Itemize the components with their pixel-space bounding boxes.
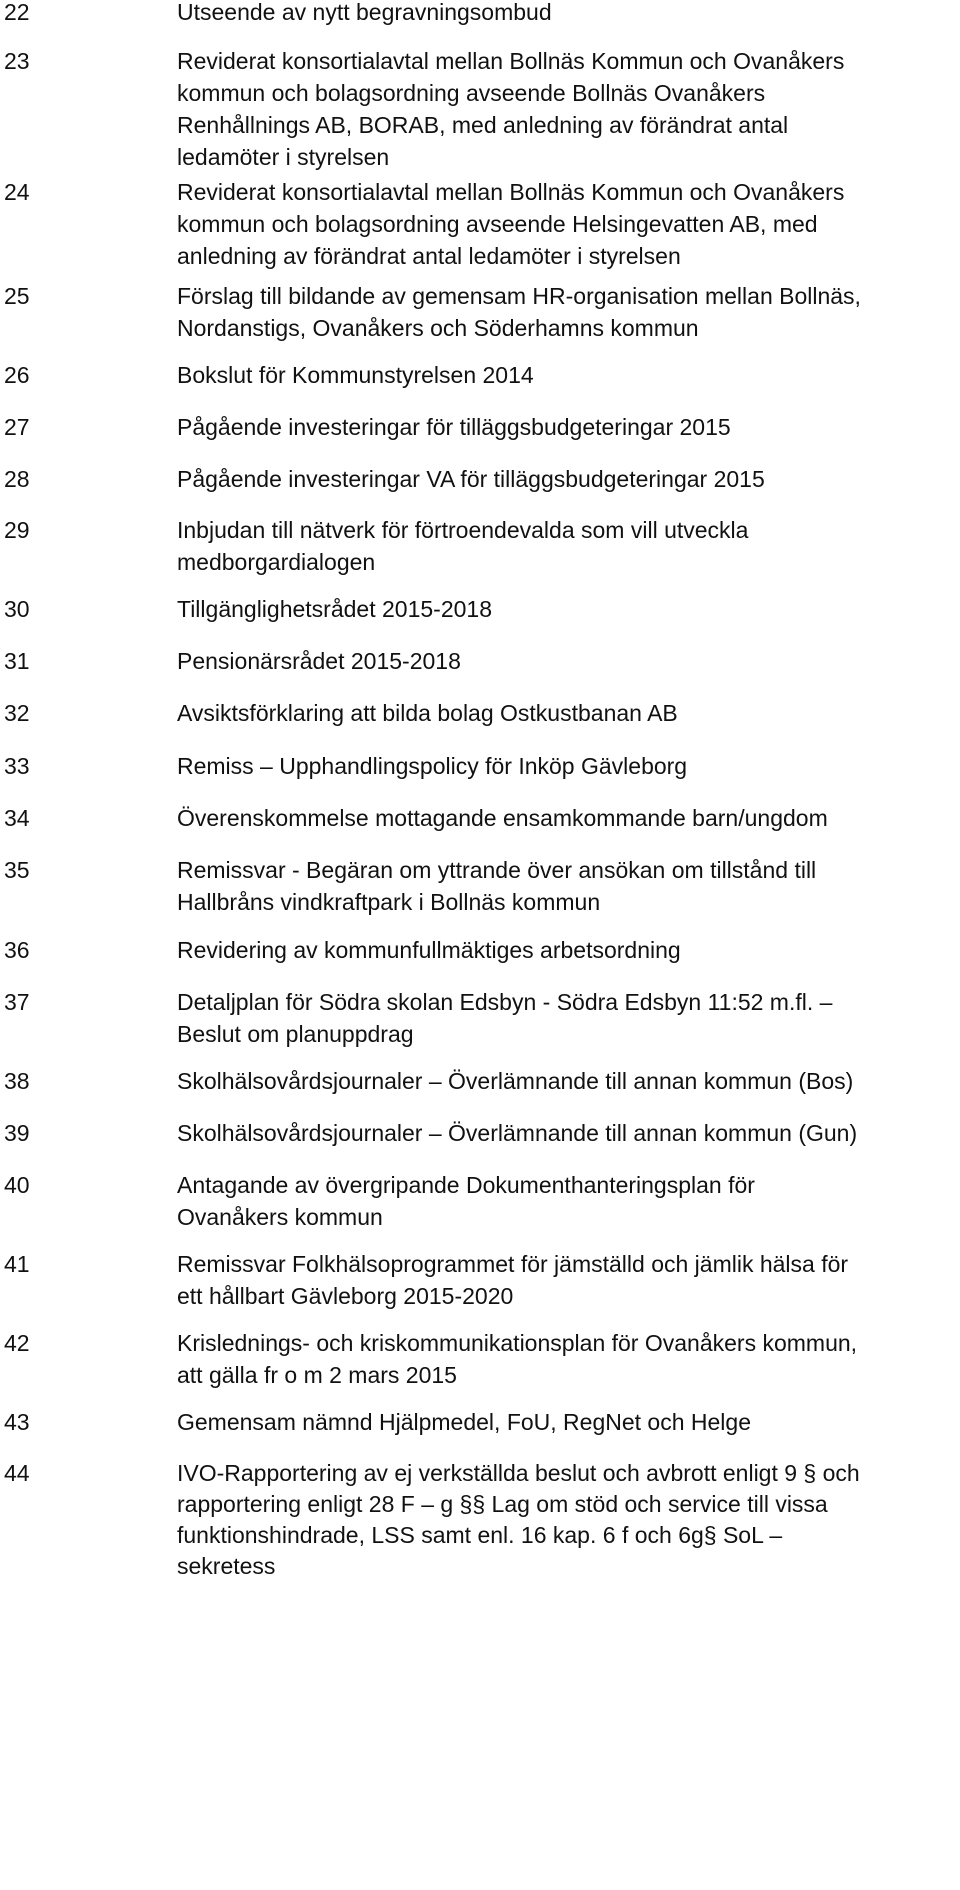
- agenda-item-title: [177, 934, 957, 966]
- agenda-item-number: 42: [4, 1330, 30, 1356]
- agenda-item-title-line: Reviderat konsortialavtal mellan Bollnäs Kommun och Ovanåkers: [177, 179, 845, 205]
- agenda-item-title: [177, 280, 957, 344]
- agenda-item-title-line: Skolhälsovårdsjournaler – Överlämnande till annan kommun (Bos): [177, 1068, 854, 1094]
- agenda-item-number: 40: [4, 1172, 30, 1198]
- agenda-item-title-line: funktionshindrade, LSS samt enl. 16 kap. 6 f och 6g§ SoL –: [177, 1522, 783, 1548]
- agenda-item-number: 22: [4, 0, 30, 25]
- agenda-item-title: [177, 1458, 957, 1582]
- agenda-item-number: 33: [4, 753, 30, 779]
- agenda-item-number: 29: [4, 517, 30, 543]
- agenda-item-title-line: Gemensam nämnd Hjälpmedel, FoU, RegNet och Helge: [177, 1409, 751, 1435]
- agenda-item-title-line: sekretess: [177, 1553, 276, 1579]
- agenda-item-title-line: Renhållnings AB, BORAB, med anledning av förändrat antal: [177, 112, 789, 138]
- agenda-item-title: [177, 854, 957, 918]
- agenda-item-title: [177, 1327, 957, 1391]
- agenda-item-number: 37: [4, 989, 30, 1015]
- agenda-item-title-line: Pensionärsrådet 2015-2018: [177, 648, 461, 674]
- agenda-item-title-line: Tillgänglighetsrådet 2015-2018: [177, 596, 492, 622]
- agenda-item-title: [177, 514, 957, 578]
- agenda-item-title-line: Avsiktsförklaring att bilda bolag Ostkustbanan AB: [177, 700, 678, 726]
- agenda-item-number: 44: [4, 1460, 30, 1486]
- agenda-item-number: 38: [4, 1068, 30, 1094]
- agenda-item-title-line: Överenskommelse mottagande ensamkommande barn/ungdom: [177, 805, 828, 831]
- agenda-item-title-line: Förslag till bildande av gemensam HR-organisation mellan Bollnäs,: [177, 283, 861, 309]
- agenda-item-number: 36: [4, 937, 30, 963]
- agenda-item-title-line: Revidering av kommunfullmäktiges arbetsordning: [177, 937, 681, 963]
- agenda-item-title-line: Remiss – Upphandlingspolicy för Inköp Gävleborg: [177, 753, 688, 779]
- agenda-item-title-line: Krislednings- och kriskommunikationsplan för Ovanåkers kommun,: [177, 1330, 858, 1356]
- agenda-item-title-line: ett hållbart Gävleborg 2015-2020: [177, 1283, 514, 1309]
- agenda-item-title-line: IVO-Rapportering av ej verkställda beslut och avbrott enligt 9 § och: [177, 1460, 860, 1486]
- agenda-item-title: [177, 986, 957, 1050]
- agenda-item-title-line: Pågående investeringar VA för tilläggsbudgeteringar 2015: [177, 466, 765, 492]
- agenda-item-title-line: Remissvar - Begäran om yttrande över ansökan om tillstånd till: [177, 857, 817, 883]
- agenda-item-title-line: Utseende av nytt begravningsombud: [177, 0, 552, 25]
- agenda-item-number: 35: [4, 857, 30, 883]
- agenda-item-number: 31: [4, 648, 30, 674]
- agenda-item-title: [177, 1065, 957, 1097]
- agenda-item-number: 23: [4, 48, 30, 74]
- agenda-item-number: 25: [4, 283, 30, 309]
- agenda-item-title: [177, 593, 957, 625]
- agenda-item-title: [177, 750, 957, 782]
- agenda-item-title: [177, 0, 957, 28]
- agenda-item-title-line: Pågående investeringar för tilläggsbudgeteringar 2015: [177, 414, 731, 440]
- agenda-item-title-line: anledning av förändrat antal ledamöter i styrelsen: [177, 243, 681, 269]
- agenda-item-title: [177, 1169, 957, 1233]
- agenda-item-title-line: Ovanåkers kommun: [177, 1204, 383, 1230]
- agenda-item-title-line: Beslut om planuppdrag: [177, 1021, 414, 1047]
- agenda-item-title-line: att gälla fr o m 2 mars 2015: [177, 1362, 457, 1388]
- agenda-item-number: 30: [4, 596, 30, 622]
- agenda-item-title-line: Reviderat konsortialavtal mellan Bollnäs Kommun och Ovanåkers: [177, 48, 845, 74]
- agenda-item-title: [177, 645, 957, 677]
- agenda-item-number: 26: [4, 362, 30, 388]
- agenda-item-title-line: kommun och bolagsordning avseende Helsingevatten AB, med: [177, 211, 818, 237]
- agenda-item-title-line: rapportering enligt 28 F – g §§ Lag om stöd och service till vissa: [177, 1491, 828, 1517]
- agenda-item-title: [177, 176, 957, 272]
- agenda-item-title-line: Bokslut för Kommunstyrelsen 2014: [177, 362, 534, 388]
- agenda-item-title-line: Hallbråns vindkraftpark i Bollnäs kommun: [177, 889, 601, 915]
- agenda-item-number: 24: [4, 179, 30, 205]
- agenda-item-number: 43: [4, 1409, 30, 1435]
- agenda-item-title-line: Antagande av övergripande Dokumenthanteringsplan för: [177, 1172, 755, 1198]
- agenda-item-title-line: Nordanstigs, Ovanåkers och Söderhamns kommun: [177, 315, 699, 341]
- agenda-item-title-line: Remissvar Folkhälsoprogrammet för jämställd och jämlik hälsa för: [177, 1251, 849, 1277]
- agenda-item-title: [177, 411, 957, 443]
- agenda-item-title-line: kommun och bolagsordning avseende Bollnäs Ovanåkers: [177, 80, 766, 106]
- agenda-item-number: 41: [4, 1251, 30, 1277]
- agenda-item-title: [177, 45, 957, 173]
- agenda-item-title-line: ledamöter i styrelsen: [177, 144, 390, 170]
- agenda-item-title: [177, 359, 957, 391]
- agenda-item-number: 39: [4, 1120, 30, 1146]
- agenda-item-title-line: Detaljplan för Södra skolan Edsbyn - Södra Edsbyn 11:52 m.fl. –: [177, 989, 833, 1015]
- agenda-item-number: 27: [4, 414, 30, 440]
- agenda-item-title-line: Inbjudan till nätverk för förtroendevalda som vill utveckla: [177, 517, 749, 543]
- agenda-item-title: [177, 1406, 957, 1438]
- agenda-item-title-line: medborgardialogen: [177, 549, 376, 575]
- agenda-item-title: [177, 697, 957, 729]
- agenda-item-title: [177, 463, 957, 495]
- agenda-item-title-line: Skolhälsovårdsjournaler – Överlämnande till annan kommun (Gun): [177, 1120, 858, 1146]
- agenda-item-title: [177, 802, 957, 834]
- agenda-item-number: 34: [4, 805, 30, 831]
- agenda-item-number: 28: [4, 466, 30, 492]
- agenda-item-title: [177, 1248, 957, 1312]
- agenda-item-number: 32: [4, 700, 30, 726]
- agenda-item-title: [177, 1117, 957, 1149]
